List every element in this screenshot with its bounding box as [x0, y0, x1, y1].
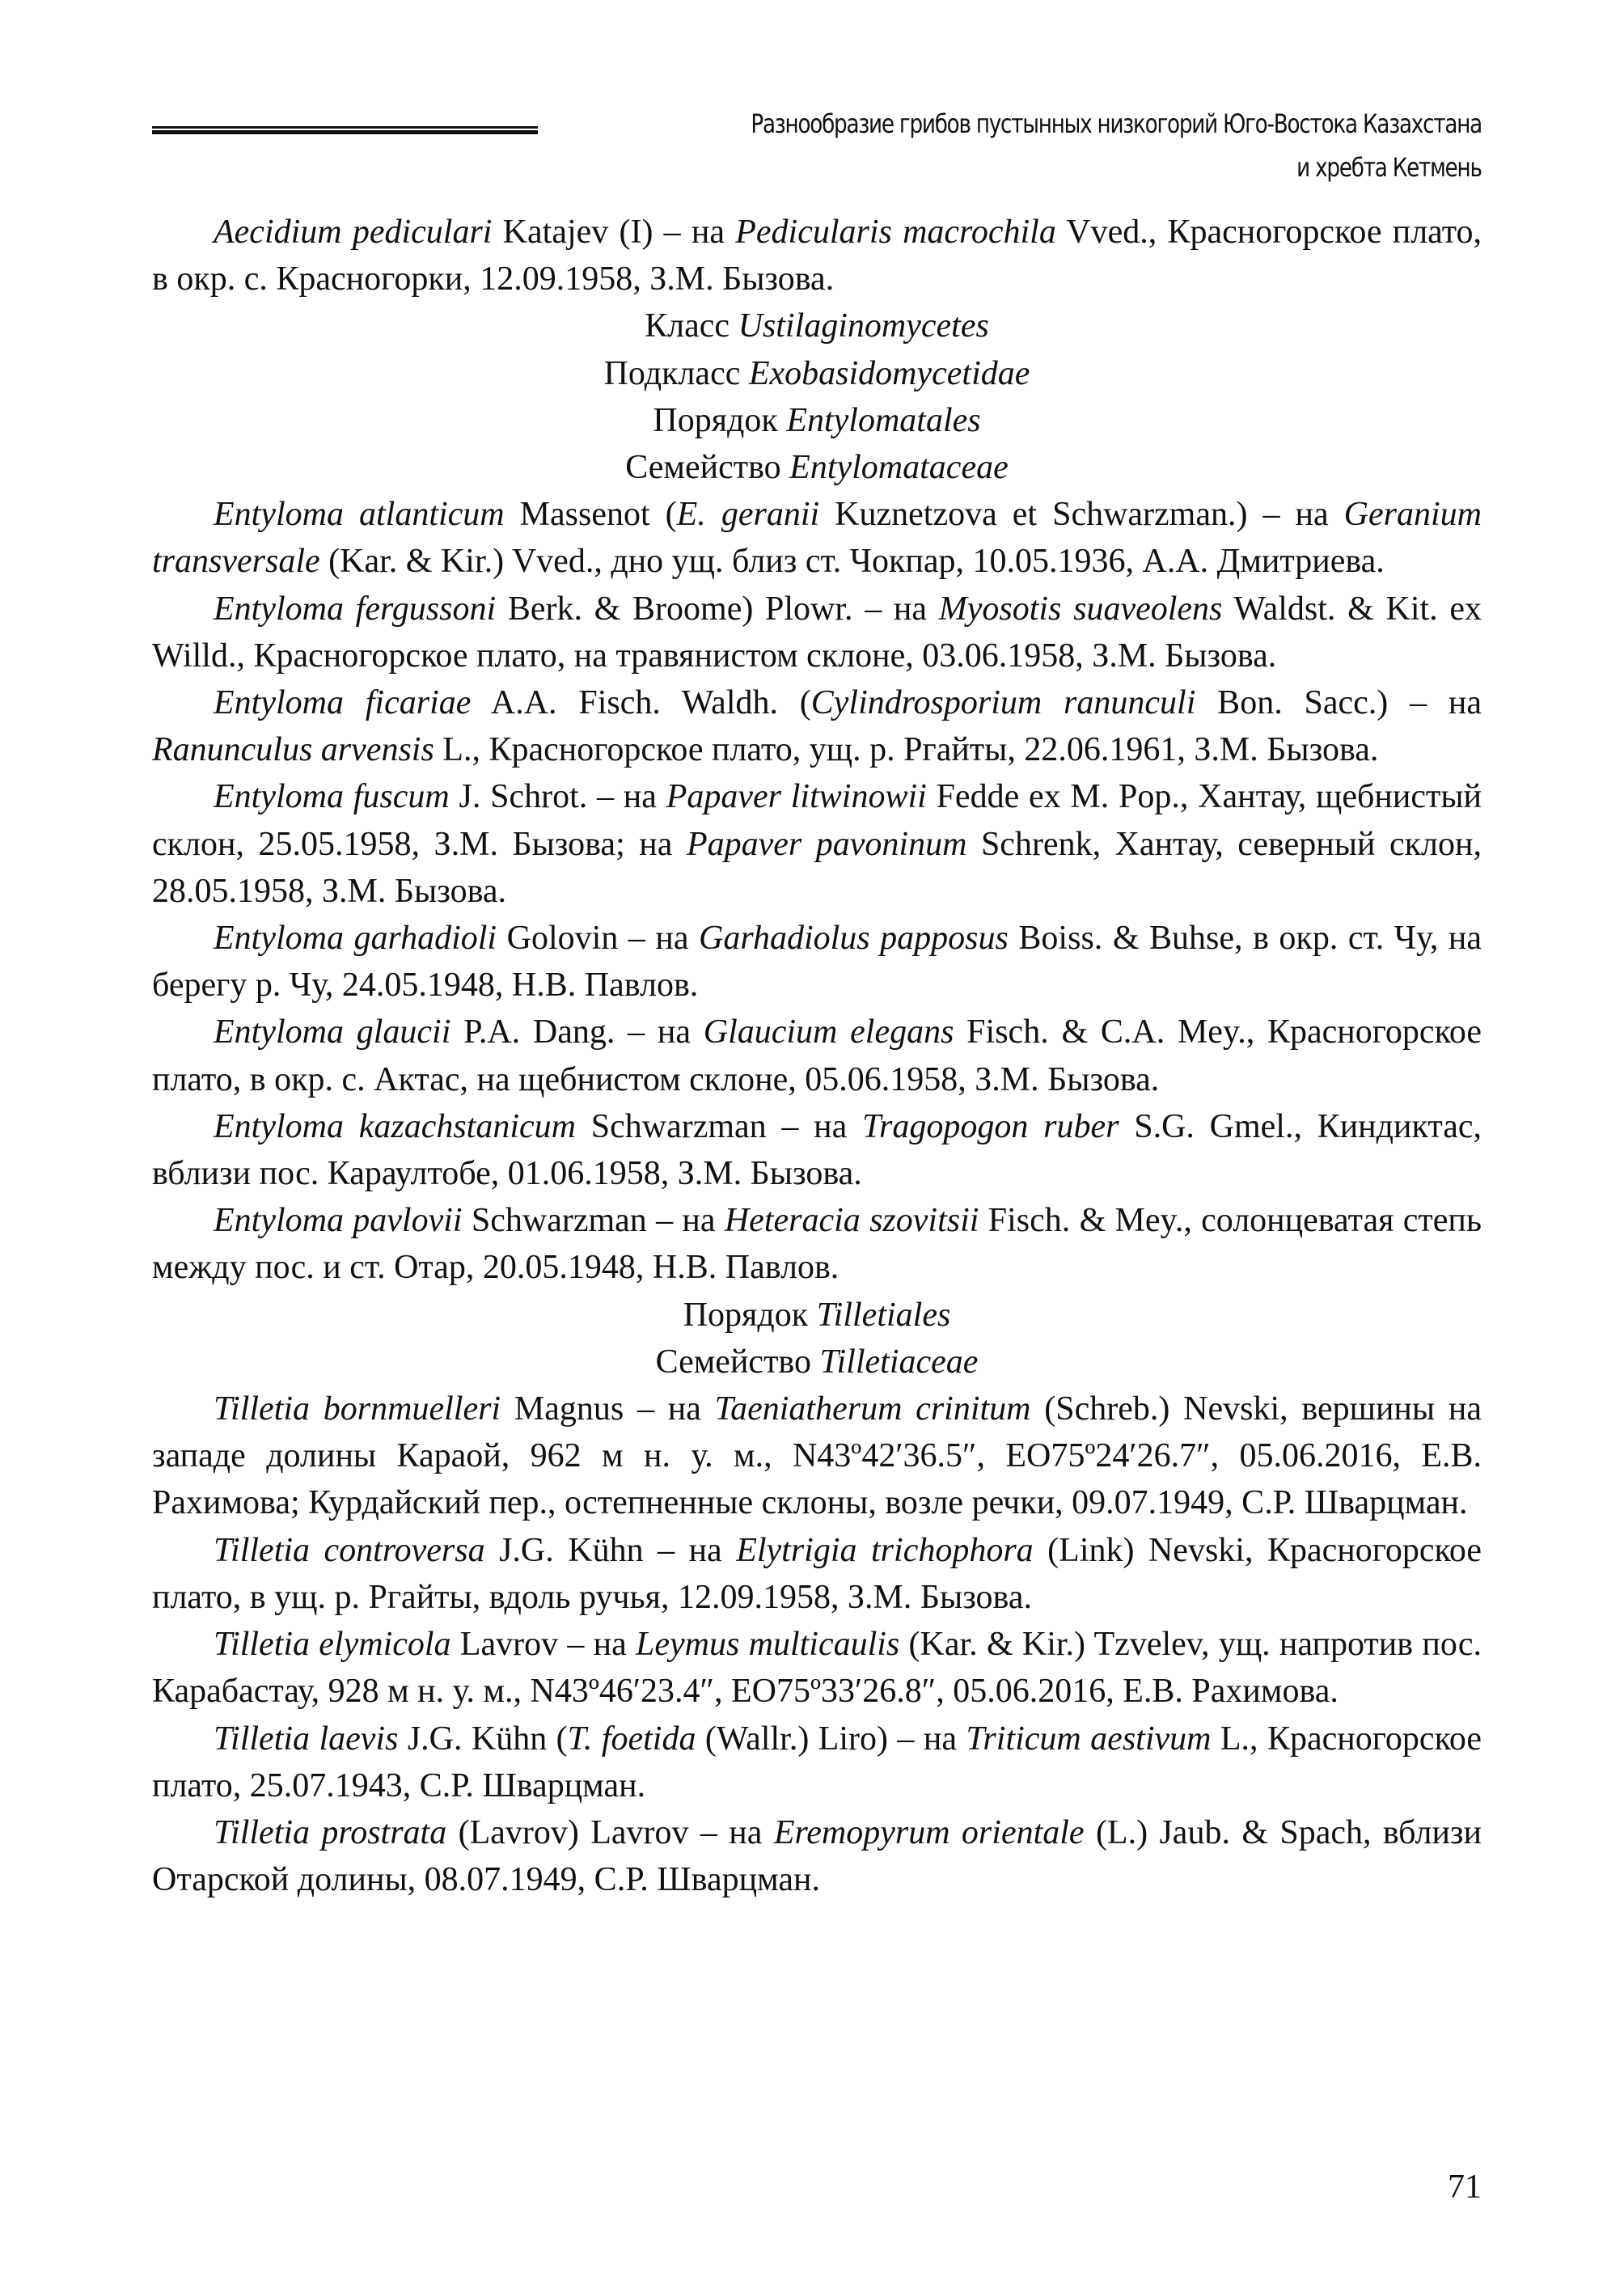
entry-text: Berk. & Broome) Plowr. – на	[496, 590, 939, 628]
entry-text: L., Красногорское плато, 25.07.1943, С.Р. Шварцман.	[152, 1720, 1482, 1804]
taxon-name: Ustilaginomycetes	[738, 307, 989, 345]
species-entry	[152, 586, 1482, 679]
entry-text: (L.) Jaub. & Spach, вблизи Отарской долины, 08.07.1949, С.Р. Шварцман.	[152, 1813, 1482, 1899]
running-head	[152, 104, 1482, 192]
species-entry	[152, 1621, 1482, 1715]
latin-name: Papaver pavoninum	[686, 825, 967, 863]
taxon-name: Tilletiales	[816, 1296, 951, 1334]
taxon-rank: Порядок	[653, 401, 778, 439]
entry-text: Magnus – на	[501, 1390, 715, 1428]
species-entry	[152, 1809, 1482, 1903]
latin-name: Leymus multicaulis	[636, 1626, 900, 1664]
latin-name: T. foetida	[567, 1720, 696, 1758]
latin-name: Tragopogon ruber	[862, 1107, 1119, 1145]
species-entry	[152, 1716, 1482, 1809]
taxon-rank: Порядок	[683, 1296, 809, 1334]
header-rule-thick	[152, 130, 538, 134]
taxon-name: Tilletiaceae	[819, 1343, 979, 1381]
entry-text: Fisch. & C.A. Mey., Красногорское плато, в окр. с. Актас, на щебнистом склоне, 05.06.1958, З.М. Бызова.	[152, 1013, 1482, 1098]
entry-text: Fisch. & Mey., солонцеватая степь между пос. и ст. Отар, 20.05.1948, Н.В. Павлов.	[152, 1202, 1482, 1287]
taxon-heading	[152, 350, 1482, 397]
entry-text: Boiss. & Buhse, в окр. ст. Чу, на берегу р. Чу, 24.05.1948, Н.В. Павлов.	[152, 920, 1482, 1005]
taxon-rank: Семейство	[625, 449, 781, 487]
latin-name: Tilletia controversa	[214, 1531, 485, 1569]
latin-name: Ranunculus arvensis	[152, 731, 434, 769]
running-head-title-line1: Разнообразие грибов пустынных низкогорий Юго-Востока Казахстана	[751, 108, 1482, 139]
latin-name: Garhadiolus papposus	[699, 920, 1009, 958]
latin-name: Myosotis suaveolens	[938, 590, 1223, 628]
latin-name: Entyloma fergussoni	[214, 590, 497, 628]
taxon-name: Entylomatales	[786, 401, 981, 439]
entry-text: Vved., Красногорское плато, в окр. с. Красногорки, 12.09.1958, З.М. Бызова.	[152, 214, 1482, 298]
page-number: 71	[1448, 2168, 1482, 2206]
latin-name: Entyloma garhadioli	[214, 920, 497, 958]
entry-text: P.A. Dang. – на	[450, 1013, 704, 1051]
entry-text: Golovin – на	[497, 920, 700, 958]
entry-text: Lavrov – на	[450, 1626, 636, 1664]
latin-name: E. geranii	[676, 496, 820, 534]
entry-text: Schrenk, Хантау, северный склон, 28.05.1958, З.М. Бызова.	[152, 825, 1482, 910]
species-entry	[152, 915, 1482, 1009]
entry-text: J.G. Kühn – на	[484, 1531, 737, 1569]
entry-text: (Link) Nevski, Красногорское плато, в ущ. р. Ргайты, вдоль ручья, 12.09.1958, З.М. Бызова.	[152, 1531, 1482, 1616]
latin-name: Tilletia laevis	[214, 1720, 399, 1758]
entry-text: J. Schrot. – на	[449, 778, 666, 816]
latin-name: Pedicularis macrochila	[735, 214, 1056, 251]
taxon-rank: Класс	[645, 307, 730, 345]
entry-text: (Wallr.) Liro) – на	[696, 1720, 966, 1758]
entry-text: (Kar. & Kir.) Vved., дно ущ. близ ст. Чокпар, 10.05.1936, А.А. Дмитриева.	[319, 543, 1385, 581]
latin-name: Entyloma pavlovii	[214, 1202, 463, 1240]
species-entry	[152, 773, 1482, 915]
running-head-title-line2: и хребта Кетмень	[1296, 152, 1482, 183]
species-entry	[152, 1197, 1482, 1291]
entry-text: Waldst. & Kit. ex Willd., Красногорское плато, на травянистом склоне, 03.06.1958, З.М. Бызова.	[152, 590, 1482, 675]
entry-text: Schwarzman – на	[462, 1202, 725, 1240]
entry-text: Bon. Sacc.) – на	[1195, 684, 1482, 722]
taxon-name: Exobasidomycetidae	[748, 354, 1030, 392]
entry-text: (Kar. & Kir.) Tzvelev, ущ. напротив пос. Карабастау, 928 м н. у. м., N43º46′23.4″, EO75º33′26.8″, 05.06.2016, Е.В. Рахимова.	[152, 1626, 1482, 1711]
latin-name: Geranium transversale	[152, 496, 1482, 581]
entry-text: Massenot (	[504, 496, 677, 534]
entry-text: S.G. Gmel., Киндиктас, вблизи пос. Караултобе, 01.06.1958, З.М. Бызова.	[152, 1107, 1482, 1193]
taxon-heading	[152, 1339, 1482, 1386]
latin-name: Entyloma fuscum	[214, 778, 450, 816]
entry-text: Fedde ex M. Pop., Хантау, щебнистый склон, 25.05.1958, З.М. Бызова; на	[152, 778, 1482, 863]
latin-name: Eremopyrum orientale	[773, 1813, 1085, 1851]
species-entry	[152, 679, 1482, 773]
body-text	[152, 209, 1482, 1903]
taxon-name: Entylomataceae	[789, 449, 1009, 487]
entry-text: A.A. Fisch. Waldh. (	[471, 684, 811, 722]
taxon-rank: Подкласс	[603, 354, 741, 392]
latin-name: Heteracia szovitsii	[724, 1202, 979, 1240]
entry-text: (Schreb.) Nevski, вершины на западе долины Караой, 962 м н. у. м., N43º42′36.5″, EO75º24′26.7″, 05.06.2016, Е.В. Рахимова; Курдайский пер., остепненные склоны, возле речки, 09.07.1949, С.Р. Шварцман.	[152, 1390, 1482, 1522]
species-entry	[152, 1009, 1482, 1102]
species-entry	[152, 491, 1482, 585]
taxon-heading	[152, 397, 1482, 444]
entry-text: Schwarzman – на	[576, 1107, 862, 1145]
latin-name: Entyloma ficariae	[214, 684, 472, 722]
entry-text: L., Красногорское плато, ущ. р. Ргайты, 22.06.1961, З.М. Бызова.	[433, 731, 1379, 769]
species-entry	[152, 209, 1482, 302]
latin-name: Papaver litwinowii	[666, 778, 927, 816]
latin-name: Triticum aestivum	[966, 1720, 1212, 1758]
latin-name: Entyloma glaucii	[214, 1013, 451, 1051]
entry-text: Katajev (I) – на	[492, 214, 736, 251]
latin-name: Cylindrosporium ranunculi	[810, 684, 1196, 722]
entry-text: (Lavrov) Lavrov – на	[446, 1813, 774, 1851]
taxon-rank: Семейство	[655, 1343, 811, 1381]
latin-name: Taeniatherum crinitum	[714, 1390, 1031, 1428]
entry-text: J.G. Kühn (	[398, 1720, 568, 1758]
taxon-heading	[152, 444, 1482, 491]
latin-name: Glaucium elegans	[703, 1013, 954, 1051]
latin-name: Tilletia prostrata	[214, 1813, 447, 1851]
latin-name: Aecidium pediculari	[214, 214, 493, 251]
latin-name: Tilletia bornmuelleri	[214, 1390, 501, 1428]
entry-text: Kuznetzova et Schwarzman.) – на	[819, 496, 1344, 534]
species-entry	[152, 1386, 1482, 1527]
latin-name: Tilletia elymicola	[214, 1626, 451, 1664]
latin-name: Entyloma kazachstanicum	[214, 1107, 576, 1145]
species-entry	[152, 1103, 1482, 1197]
latin-name: Entyloma atlanticum	[214, 496, 505, 534]
species-entry	[152, 1527, 1482, 1621]
taxon-heading	[152, 1292, 1482, 1339]
header-rule-thin	[152, 126, 538, 129]
taxon-heading	[152, 302, 1482, 349]
latin-name: Elytrigia trichophora	[736, 1531, 1034, 1569]
